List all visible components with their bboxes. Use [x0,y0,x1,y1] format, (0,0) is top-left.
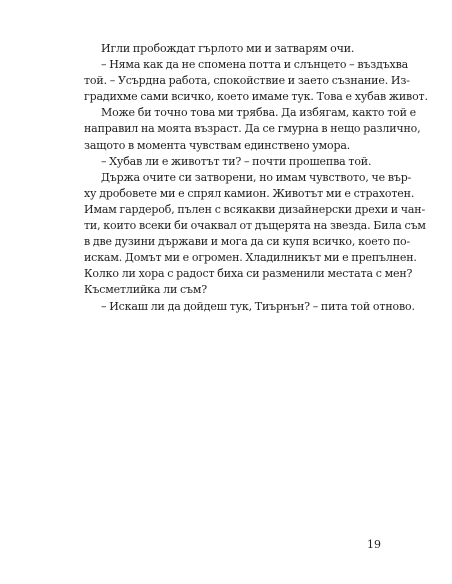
text-line: направил на моята възраст. Да се гмурна в нещо различно, [84,122,421,136]
text-line: Колко ли хора с радост биха си разменили местата с мен? [84,267,413,281]
text-line: в две дузини държави и мога да си купя всичко, което по- [84,235,411,249]
text-line: ти, които всеки би очаквал от дъщерята на звезда. Била съм [84,219,426,233]
text-line: – Хубав ли е животът ти? – почти прошепва той. [101,154,372,168]
text-line: Може би точно това ми трябва. Да избягам, както той е [101,106,417,120]
page-number: 19 [367,538,381,551]
text-line: градихме сами всичко, което имаме тук. Това е хубав живот. [84,90,428,104]
text-line: – Няма как да не спомена потта и слънцето – въздъхва [101,58,409,72]
text-line: – Искаш ли да дойдеш тук, Тиърнън? – пита той отново. [101,299,415,313]
text-line: Игли пробождат гърлото ми и затварям очи. [101,42,355,55]
text-line: Имам гардероб, пълен с всякакви дизайнерски дрехи и чан- [84,202,426,216]
text-line: Късметлийка ли съм? [84,283,207,297]
text-line: ху дробовете ми е спрял камион. Животът ми е страхотен. [84,186,415,200]
text-line: защото в момента чувствам единствено умора. [84,138,351,152]
text-line: той. – Усърдна работа, спокойствие и заето съзнание. Из- [84,74,410,88]
body-text [84,41,428,315]
text-line: искам. Домът ми е огромен. Хладилникът ми е препълнен. [84,251,417,265]
text-line: Държа очите си затворени, но имам чувството, че вър- [101,170,412,184]
